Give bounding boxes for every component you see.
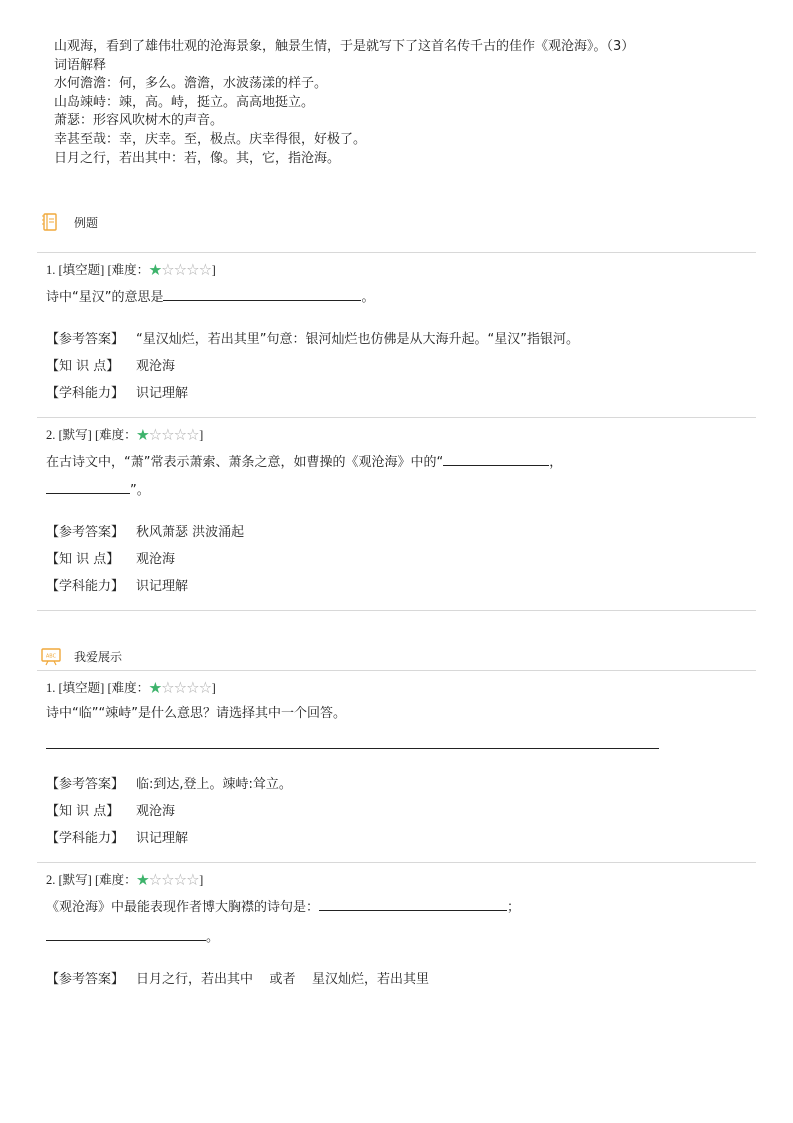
answer-row	[46, 330, 751, 350]
answer-blank[interactable]	[46, 926, 206, 941]
question-text-c: ”。	[130, 483, 150, 498]
intro-line: 幸甚至哉：幸，庆幸。至，极点。庆幸得很，好极了。	[54, 131, 367, 147]
question-text-b: ，	[549, 455, 563, 470]
question-header-end: ]	[199, 428, 204, 442]
divider	[37, 862, 756, 863]
answer-row	[46, 970, 751, 990]
question-type: 2. [默写] [难度：	[46, 428, 137, 442]
answer-label: 【参考答案】	[46, 777, 125, 792]
question-type: 2. [默写] [难度：	[46, 873, 137, 887]
answer-label: 【参考答案】	[46, 332, 125, 347]
intro-line: 山观海，看到了雄伟壮观的沧海景象，触景生情，于是就写下了这首名传千古的佳作《观沧海》。（3）	[54, 39, 635, 54]
intro-line: 萧瑟：形容风吹树木的声音。	[54, 113, 224, 129]
question-text	[46, 704, 751, 724]
difficulty-stars: ★☆☆☆☆	[149, 263, 212, 277]
question-header	[46, 260, 751, 280]
section-show-label: 我爱展示	[74, 649, 123, 664]
ability-label: 【学科能力】	[46, 386, 125, 401]
answer-blank[interactable]	[319, 896, 507, 911]
divider	[37, 610, 756, 611]
answer-label: 【参考答案】	[46, 525, 125, 540]
divider	[37, 670, 756, 671]
question-text-a: 《观沧海》中最能表现作者博大胸襟的诗句是：	[46, 900, 320, 915]
question-type: 1. [填空题] [难度：	[46, 263, 150, 277]
ability-row	[46, 829, 751, 849]
answer-label: 【参考答案】	[46, 972, 125, 987]
knowledge-row	[46, 550, 751, 570]
book-icon	[40, 211, 62, 233]
answer-value: 临:到达,登上。竦峙:耸立。	[136, 777, 292, 792]
knowledge-value: 观沧海	[136, 359, 176, 374]
question-header-end: ]	[199, 873, 204, 887]
question-type: 1. [填空题] [难度：	[46, 681, 150, 695]
question-text	[46, 896, 751, 918]
section-example-label: 例题	[74, 215, 99, 230]
answer-value: “星汉灿烂，若出其里”句意：银河灿烂也仿佛是从大海升起。“星汉”指银河。	[136, 332, 579, 347]
ability-value: 识记理解	[136, 386, 189, 401]
svg-text:ABC: ABC	[45, 653, 57, 660]
intro-line: 日月之行，若出其中：若，像。其，它，指沧海。	[54, 150, 341, 166]
intro-line: 山岛竦峙：竦，高。峙，挺立。高高地挺立。	[54, 94, 315, 110]
question-text	[46, 286, 751, 308]
answer-line[interactable]	[46, 748, 659, 749]
difficulty-stars: ★☆☆☆☆	[149, 681, 212, 695]
question-text-line-2	[46, 479, 751, 501]
answer-blank[interactable]	[443, 451, 549, 466]
ability-value: 识记理解	[136, 579, 189, 594]
knowledge-row	[46, 357, 751, 377]
question-header-end: ]	[211, 263, 216, 277]
question-text-c: 。	[206, 930, 220, 945]
answer-row	[46, 523, 751, 543]
answer-value: 秋风萧瑟 洪波涌起	[136, 525, 245, 540]
question-text-b: 。	[361, 290, 375, 305]
ability-label: 【学科能力】	[46, 579, 125, 594]
question-header	[46, 870, 751, 890]
show-question-1-answers	[46, 775, 751, 849]
knowledge-label: 【知 识 点】	[46, 359, 120, 374]
knowledge-row	[46, 802, 751, 822]
show-question-1	[46, 678, 751, 724]
answer-blank[interactable]	[163, 286, 361, 301]
intro-line: 水何澹澹：何，多么。澹澹，水波荡漾的样子。	[54, 76, 328, 92]
abc-board-icon	[40, 645, 62, 667]
knowledge-label: 【知 识 点】	[46, 804, 120, 819]
question-text-b: ；	[507, 900, 521, 915]
ability-label: 【学科能力】	[46, 831, 125, 846]
ability-row	[46, 384, 751, 404]
divider	[37, 417, 756, 418]
ability-value: 识记理解	[136, 831, 189, 846]
ability-row	[46, 577, 751, 597]
question-text-a: 在古诗文中，“萧”常表示萧索、萧条之意，如曹操的《观沧海》中的“	[46, 455, 444, 470]
question-text-a: 诗中“星汉”的意思是	[46, 290, 164, 305]
question-header	[46, 425, 751, 445]
question-text	[46, 451, 751, 473]
knowledge-value: 观沧海	[136, 804, 176, 819]
divider	[37, 252, 756, 253]
answer-blank[interactable]	[46, 479, 130, 494]
question-header-end: ]	[211, 681, 216, 695]
section-show-header	[40, 641, 122, 671]
answer-row	[46, 775, 751, 795]
difficulty-stars: ★☆☆☆☆	[136, 428, 200, 442]
answer-value: 日月之行，若出其中 或者 星汉灿烂，若出其里	[136, 972, 430, 987]
example-question-2	[46, 425, 751, 597]
section-example-header	[40, 207, 98, 237]
show-question-2	[46, 870, 751, 990]
question-text-line-2	[46, 926, 751, 948]
difficulty-stars: ★☆☆☆☆	[136, 873, 200, 887]
intro-line: 词语解释	[54, 57, 107, 73]
knowledge-value: 观沧海	[136, 552, 176, 567]
example-question-1	[46, 260, 751, 404]
question-header	[46, 678, 751, 698]
knowledge-label: 【知 识 点】	[46, 552, 120, 567]
intro-paragraph	[54, 38, 754, 168]
question-text-a: 诗中“临”“竦峙”是什么意思？请选择其中一个回答。	[46, 706, 346, 721]
